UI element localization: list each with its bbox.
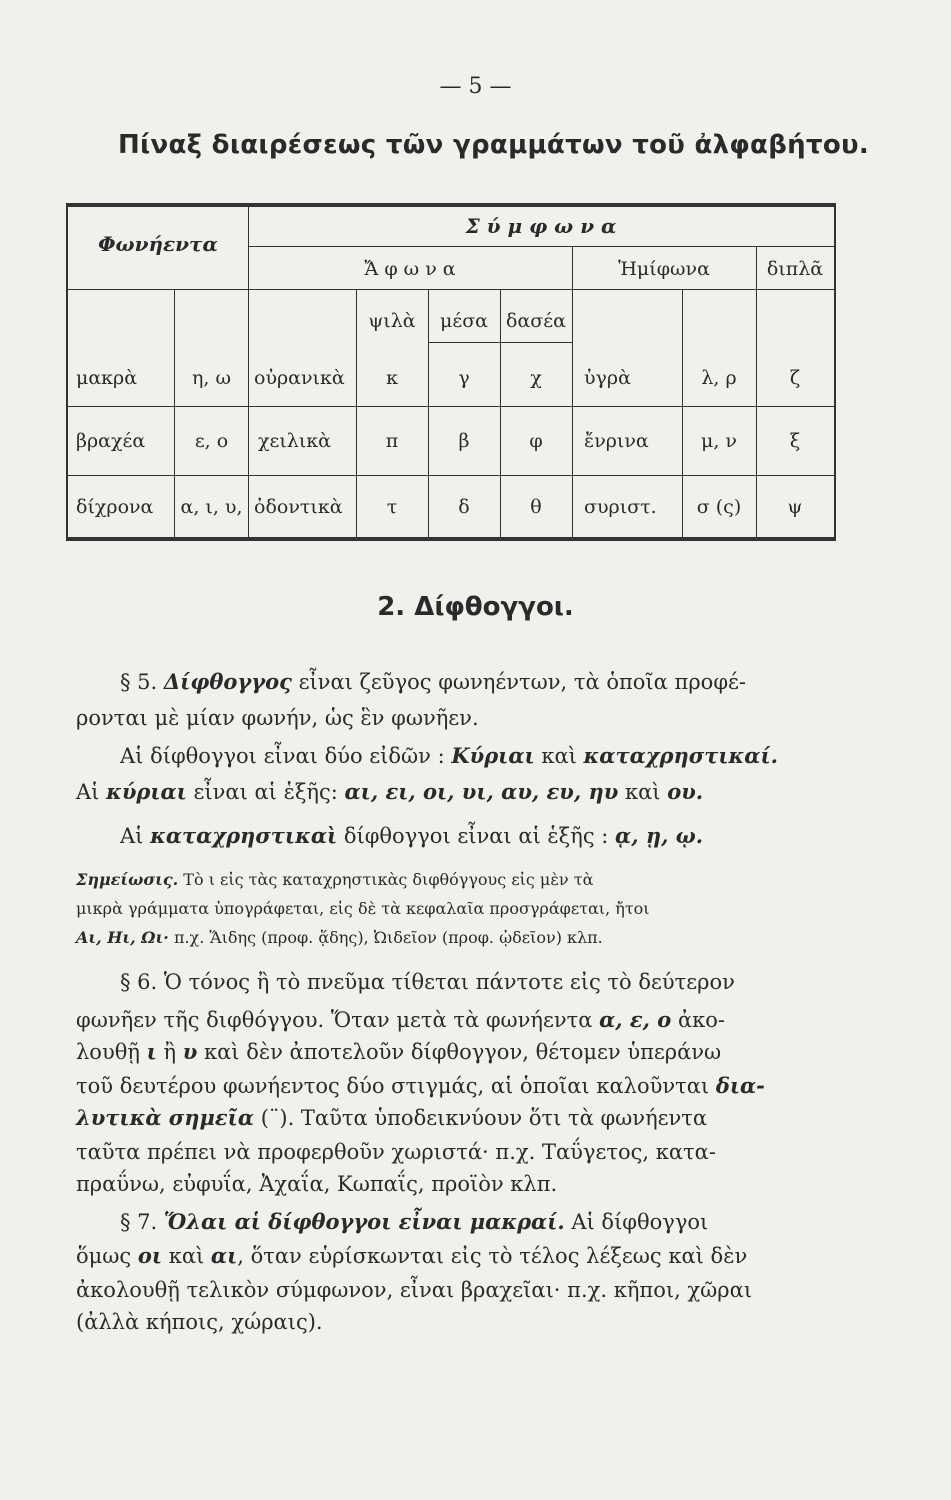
row3-vowel-letters: α, ι, υ, — [180, 496, 243, 518]
row1-vowel-kind: μακρὰ — [76, 367, 138, 389]
p6-line1: § 6. Ὁ τόνος ἢ τὸ πνεῦμα τίθεται πάντοτε εἰς τὸ δεύτερον — [120, 970, 735, 994]
header-consonants: Σ ύ μ φ ω ν α — [465, 214, 617, 238]
p5-line2: ρονται μὲ μίαν φωνήν, ὡς ἓν φωνῆεν. — [76, 706, 479, 730]
row2-dasea: φ — [529, 430, 543, 452]
p6-line5: λυτικὰ σημεῖα (¨). Ταῦτα ὑποδεικνύουν ὅτι τὰ φωνήεντα — [76, 1105, 708, 1130]
row2-mesa: β — [458, 430, 470, 452]
p6-line6: ταῦτα πρέπει νὰ προφερθοῦν χωριστά· π.χ. Ταΰγετος, κατα- — [76, 1140, 716, 1164]
row3-vowel-kind: δίχρονα — [76, 496, 154, 518]
kinds-line: Αἱ δίφθογγοι εἶναι δύο εἰδῶν : Κύριαι καὶ καταχρηστικαί. — [120, 743, 778, 768]
page-title: Πίναξ διαιρέσεως τῶν γραμμάτων τοῦ ἀλφαβήτου. — [118, 130, 870, 160]
p5-line1: § 5. Δίφθογγος εἶναι ζεῦγος φωνηέντων, τὰ ὁποῖα προφέ- — [120, 669, 746, 694]
header-vowels: Φωνήεντα — [98, 232, 218, 256]
note-line3: Αι, Ηι, Ωι· π.χ. Ἅιδης (προφ. ᾅδης), Ὠιδεῖον (προφ. ᾠδεῖον) κλπ. — [76, 928, 603, 947]
header-aphona: Ἄ φ ω ν α — [364, 258, 456, 280]
row3-place: ὀδοντικὰ — [254, 496, 343, 518]
section-subtitle: 2. Δίφθογγοι. — [377, 592, 574, 622]
row2-hemiphona-kind: ἔνρινα — [584, 430, 649, 452]
row1-dasea: χ — [530, 367, 542, 389]
row2-dipla: ξ — [789, 430, 801, 452]
header-mesa: μέσα — [440, 310, 488, 332]
p6-line7: πραΰνω, εὐφυΐα, Ἀχαΐα, Κωπαΐς, προϊὸν κλπ. — [76, 1172, 558, 1196]
note-line1: Σημείωσις. Τὸ ι εἰς τὰς καταχρηστικὰς διφθόγγους εἰς μὲν τὰ — [76, 870, 594, 889]
p6-line3: λουθῇ ι ἢ υ καὶ δὲν ἀποτελοῦν δίφθογγον, θέτομεν ὑπεράνω — [76, 1039, 722, 1064]
row1-hemiphona-kind: ὑγρὰ — [584, 367, 631, 389]
header-dipla: διπλᾶ — [766, 258, 824, 280]
row1-place: οὐρανικὰ — [254, 367, 345, 389]
row1-vowel-letters: η, ω — [192, 367, 231, 389]
row2-psila: π — [385, 430, 399, 452]
row1-mesa: γ — [458, 367, 470, 389]
table-bottom-rule — [66, 537, 836, 541]
kyriai-line: Αἱ κύριαι εἶναι αἱ ἑξῆς: αι, ει, οι, υι, αυ, ευ, ηυ καὶ ου. — [76, 779, 704, 804]
row1-dipla: ζ — [789, 367, 801, 389]
row3-hemiphona-letters: σ (ς) — [696, 496, 742, 518]
row2-vowel-letters: ε, ο — [194, 430, 229, 452]
row1-psila: κ — [386, 367, 398, 389]
page-number: — 5 — — [439, 74, 512, 99]
header-hemiphona: Ἡμίφωνα — [618, 258, 710, 280]
row1-hemiphona-letters: λ, ρ — [701, 367, 737, 389]
p7-line4: (ἀλλὰ κήποις, χώραις). — [76, 1310, 323, 1334]
row3-mesa: δ — [458, 496, 470, 518]
note-line2: μικρὰ γράμματα ὑπογράφεται, εἰς δὲ τὰ κεφαλαῖα προσγράφεται, ἤτοι — [76, 899, 650, 918]
katachr-line: Αἱ καταχρηστικαὶ δίφθογγοι εἶναι αἱ ἑξῆς : ᾳ, ῃ, ῳ. — [120, 823, 704, 848]
header-dasea: δασέα — [506, 310, 566, 332]
p7-line2: ὅμως οι καὶ αι, ὅταν εὑρίσκωνται εἰς τὸ τέλος λέξεως καὶ δὲν — [76, 1243, 748, 1268]
row2-hemiphona-letters: μ, ν — [701, 430, 737, 452]
table-top-rule — [66, 203, 836, 207]
row3-psila: τ — [386, 496, 398, 518]
p7-line3: ἀκολουθῇ τελικὸν σύμφωνον, εἶναι βραχεῖαι· π.χ. κῆποι, χῶραι — [76, 1278, 753, 1302]
p7-line1: § 7. Ὅλαι αἱ δίφθογγοι εἶναι μακραί. Αἱ δίφθογγοι — [120, 1209, 709, 1234]
header-psila: ψιλὰ — [368, 310, 416, 332]
row3-dasea: θ — [530, 496, 542, 518]
p6-line2: φωνῆεν τῆς διφθόγγου. Ὅταν μετὰ τὰ φωνήεντα α, ε, ο ἀκο- — [76, 1007, 726, 1032]
row3-hemiphona-kind: συριστ. — [584, 496, 657, 518]
p6-line4: τοῦ δευτέρου φωνήεντος δύο στιγμάς, αἱ ὁποῖαι καλοῦνται δια- — [76, 1073, 765, 1098]
row2-place: χειλικὰ — [258, 430, 332, 452]
row2-vowel-kind: βραχέα — [76, 430, 146, 452]
row3-dipla: ψ — [787, 496, 803, 518]
